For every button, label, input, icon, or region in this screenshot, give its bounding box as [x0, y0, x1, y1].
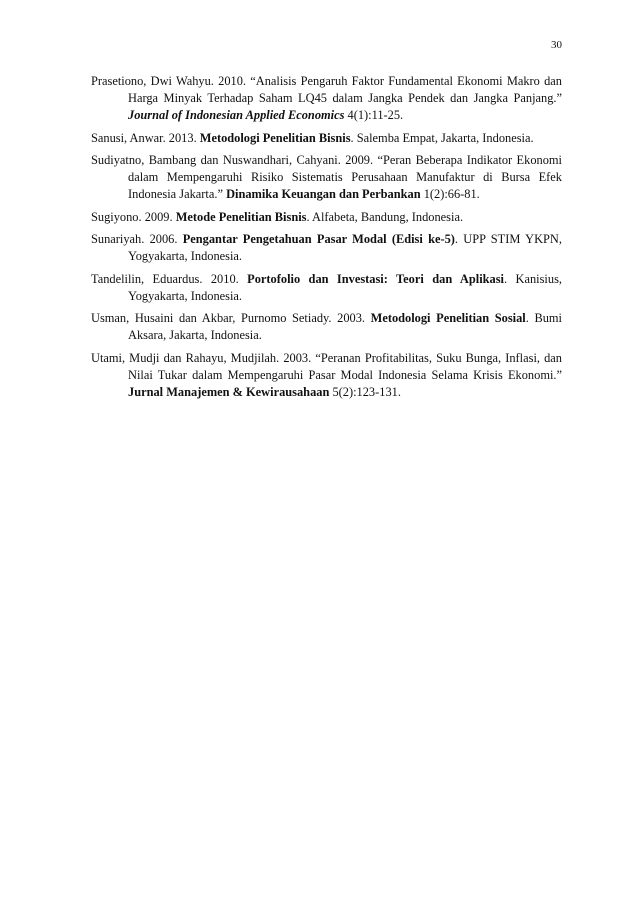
- reference-details: . Alfabeta, Bandung, Indonesia.: [306, 209, 464, 224]
- reference-text: Sudiyatno, Bambang dan Nuswandhari, Cahyani. 2009. “Peran Beberapa Indikator Ekonomi dalam Mempengaruhi Risiko Sistematis Perusahaan Manufaktur di Bursa Efek Indonesia Jakarta.”: [91, 153, 562, 201]
- reference-source-title: Journal of Indonesian Applied Economics: [128, 108, 345, 122]
- reference-entry: [91, 350, 562, 401]
- reference-details: . Bumi Aksara, Jakarta, Indonesia.: [128, 311, 562, 342]
- reference-text: Prasetiono, Dwi Wahyu. 2010. “Analisis Pengaruh Faktor Fundamental Ekonomi Makro dan Harga Minyak Terhadap Saham LQ45 dalam Jangka Pendek dan Jangka Panjang.”: [91, 74, 562, 105]
- reference-source-title: Metodologi Penelitian Bisnis: [199, 130, 351, 145]
- reference-source-title: Metodologi Penelitian Sosial: [370, 311, 526, 325]
- reference-entry: [91, 209, 562, 226]
- reference-entry: [91, 73, 562, 124]
- reference-text: Tandelilin, Eduardus. 2010.: [91, 271, 248, 286]
- reference-source-title: Portofolio dan Investasi: Teori dan Aplikasi: [247, 271, 505, 286]
- reference-entry: [91, 152, 562, 203]
- reference-entry: [91, 271, 562, 305]
- reference-entry: [91, 130, 562, 147]
- reference-details: . Kanisius, Yogyakarta, Indonesia.: [128, 271, 562, 303]
- reference-text: Utami, Mudji dan Rahayu, Mudjilah. 2003. “Peranan Profitabilitas, Suku Bunga, Inflasi, dan Nilai Tukar dalam Mempengaruhi Pasar Modal Indonesia Selama Krisis Ekonomi.”: [91, 350, 562, 382]
- reference-source-title: Metode Penelitian Bisnis: [175, 209, 307, 224]
- reference-text: Sunariyah. 2006.: [91, 232, 183, 246]
- reference-details: . UPP STIM YKPN, Yogyakarta, Indonesia.: [128, 232, 562, 263]
- reference-details: 5(2):123-131.: [329, 384, 401, 399]
- reference-entry: [91, 310, 562, 344]
- page-number: 30: [551, 39, 562, 51]
- reference-source-title: Jurnal Manajemen & Kewirausahaan: [128, 384, 330, 399]
- reference-entry: [91, 231, 562, 265]
- reference-text: Sugiyono. 2009.: [91, 209, 176, 224]
- reference-details: 4(1):11-25.: [344, 108, 404, 122]
- reference-list: [91, 73, 562, 406]
- reference-details: . Salemba Empat, Jakarta, Indonesia.: [350, 130, 534, 145]
- reference-details: 1(2):66-81.: [420, 187, 480, 201]
- reference-text: Usman, Husaini dan Akbar, Purnomo Setiady. 2003.: [91, 311, 371, 325]
- reference-source-title: Pengantar Pengetahuan Pasar Modal (Edisi ke-5): [182, 232, 455, 246]
- reference-source-title: Dinamika Keuangan dan Perbankan: [226, 187, 421, 201]
- reference-text: Sanusi, Anwar. 2013.: [91, 130, 200, 145]
